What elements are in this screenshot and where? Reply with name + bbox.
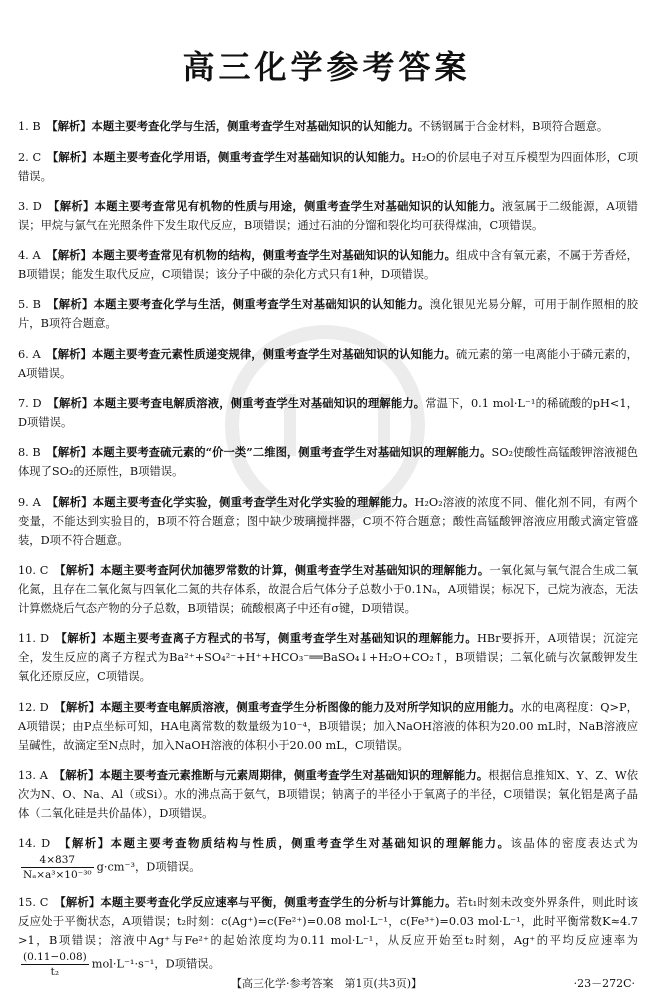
answer-number: 4. A — [18, 249, 41, 263]
answer-number: 1. B — [18, 120, 41, 134]
answer-number: 10. C — [18, 563, 49, 577]
answer-heading: 【解析】本题主要考查化学实验，侧重考查学生对化学实验的理解能力。 — [52, 494, 415, 509]
answer-text: 不锈钢属于合金材料，B项符合题意。 — [419, 120, 609, 134]
answer-text: 该晶体的密度表达式为 — [510, 837, 638, 851]
answer-number: 13. A — [18, 768, 48, 782]
answer-item — [18, 629, 638, 686]
answer-heading: 【解析】本题主要考查物质结构与性质，侧重考查学生对基础知识的理解能力。 — [64, 836, 511, 851]
answer-number: 9. A — [18, 495, 41, 509]
answer-text: 根据信息推知X、Y、Z、W依次为N、O、Na、Al（或Si）。水的沸点高于氨气，B项错误；钠离子的半径小于氧离子的半径，C项错误；氧化铝是离子晶体（二氧化硅是共价晶体），D项错误。 — [18, 768, 638, 820]
answer-item — [18, 443, 638, 481]
answer-item — [18, 117, 638, 136]
answer-heading: 【解析】本题主要考查离子方程式的书写，侧重考查学生对基础知识的理解能力。 — [61, 631, 478, 646]
answer-number: 7. D — [18, 397, 42, 411]
answer-item — [18, 148, 638, 186]
answer-text: H₂O₂溶液的浓度不同、催化剂不同，有两个变量，不能达到实验目的，B项不符合题意；图中缺少玻璃搅拌器，C项不符合题意；酸性高锰酸钾溶液应用酸式滴定管盛装，D项不符合题意。 — [18, 495, 638, 547]
footer-page-info: 【高三化学·参考答案 第1页(共3页)】 — [230, 977, 423, 990]
answer-item — [18, 345, 638, 383]
answer-text: 一氧化氮与氧气混合生成二氧化氮，且存在二氧化氮与四氧化二氮的共存体系，故混合后气体分子总数小于0.1Nₐ，A项错误；标况下，己烷为液态，无法计算燃烧后气态产物的分子总数，B项错误；硫酸根离子中还有σ键，D项错误。 — [18, 563, 638, 615]
answer-number: 15. C — [18, 896, 49, 910]
answer-item — [18, 246, 638, 284]
answer-number: 3. D — [18, 199, 42, 213]
footer-code: ·23－272C· — [573, 977, 635, 990]
answer-heading: 【解析】本题主要考查电解质溶液，侧重考查学生对基础知识的理解能力。 — [53, 396, 426, 411]
answer-heading: 【解析】本题主要考查阿伏加德罗常数的计算，侧重考查学生对基础知识的理解能力。 — [59, 562, 490, 577]
density-fraction — [21, 853, 94, 882]
answer-item — [18, 493, 638, 550]
answer-text: 硫元素的第一电离能小于磷元素的，A项错误。 — [18, 347, 638, 380]
answer-number: 11. D — [18, 632, 50, 646]
answer-heading: 【解析】本题主要考查元素性质递变规律，侧重考查学生对基础知识的认知能力。 — [52, 346, 457, 361]
answer-text: SO₂使酸性高锰酸钾溶液褪色体现了SO₂的还原性，B项错误。 — [18, 446, 639, 479]
answer-text: 溴化银见光易分解，可用于制作照相的胶片，B项符合题意。 — [18, 298, 638, 331]
answer-heading: 【解析】本题主要考查常见有机物的性质与用途，侧重考查学生对基础知识的认知能力。 — [53, 198, 502, 213]
answer-item — [18, 561, 638, 618]
answer-heading: 【解析】本题主要考查化学与生活，侧重考查学生对基础知识的认知能力。 — [52, 297, 430, 312]
answer-text: 组成中含有氧元素，不属于芳香烃，B项错误；能发生取代反应，C项错误；该分子中碳的杂化方式只有1种，D项错误。 — [18, 249, 638, 282]
answer-text: HBr要拆开，A项错误；沉淀完全，发生反应的离子方程式为Ba²⁺+SO₄²⁻+H⁺+HCO₃⁻══BaSO₄↓+H₂O+CO₂↑，B项错误；二氧化硫与次氯酸钾发生氧化还原反应，C项错误。 — [18, 632, 638, 684]
page-title: 高三化学参考答案 — [182, 48, 471, 86]
answer-number: 2. C — [18, 150, 42, 164]
answer-text: 常温下，0.1 mol·L⁻¹的稀硫酸的pH<1，D项错误。 — [18, 397, 638, 430]
fraction-numerator: (0.11−0.08) — [23, 951, 87, 964]
answer-text-tail: mol·L⁻¹·s⁻¹，D项错误。 — [91, 957, 220, 971]
answer-item — [18, 295, 638, 333]
answer-heading: 【解析】本题主要考查元素推断与元素周期律，侧重考查学生对基础知识的理解能力。 — [59, 767, 489, 782]
answer-heading: 【解析】本题主要考查化学反应速率与平衡，侧重考查学生的分析与计算能力。 — [60, 895, 457, 910]
answer-item — [18, 893, 638, 979]
answer-number: 14. D — [18, 837, 51, 851]
answer-heading: 【解析】本题主要考查电解质溶液，侧重考查学生分析图像的能力及对所学知识的应用能力。 — [60, 699, 521, 714]
answer-item — [18, 834, 638, 882]
answer-heading: 【解析】本题主要考查化学与生活，侧重考查学生对基础知识的认知能力。 — [51, 119, 420, 134]
fraction-denominator: t₂ — [50, 966, 60, 979]
answer-text: 液氢属于二级能源，A项错误；甲烷与氯气在光照条件下发生取代反应，B项错误；通过石油的分馏和裂化均可获得煤油，C项错误。 — [18, 199, 638, 232]
answer-text: H₂O的价层电子对互斥模型为四面体形，C项错误。 — [18, 150, 638, 183]
answer-heading: 【解析】本题主要考查硫元素的“价一类”二维图，侧重考查学生对基础知识的理解能力。 — [52, 445, 492, 460]
fraction-denominator: Nₐ×a³×10⁻³⁰ — [23, 869, 92, 882]
answer-text-tail: g·cm⁻³，D项错误。 — [96, 860, 201, 874]
answer-list — [18, 106, 638, 981]
answer-number: 12. D — [18, 700, 49, 714]
answer-heading: 【解析】本题主要考查化学用语，侧重考查学生对基础知识的认知能力。 — [52, 149, 412, 164]
answer-item — [18, 394, 638, 432]
answer-number: 8. B — [18, 446, 41, 460]
answer-text: 水的电离程度：Q>P，A项错误；由P点坐标可知，HA电离常数的数量级为10⁻⁴，B项错误；加入NaOH溶液的体积为20.00 mL时，NaB溶液应呈碱性，故滴定至N点时，加入NaOH溶液的体积小于20.00 mL，C项错误。 — [18, 700, 638, 752]
answer-item — [18, 698, 638, 755]
answer-item — [18, 766, 638, 823]
answer-number: 6. A — [18, 347, 41, 361]
fraction-numerator: 4×837 — [21, 853, 94, 868]
answer-number: 5. B — [18, 298, 41, 312]
answer-item — [18, 197, 638, 235]
answer-text: 若t₁时刻未改变外界条件，则此时该反应处于平衡状态，A项错误；t₂时刻：c(Ag⁺)=c(Fe²⁺)=0.08 mol·L⁻¹，c(Fe³⁺)=0.03 mol·L⁻¹，此时平衡常数K≈4.7>1，B项错误；溶液中Ag⁺与Fe²⁺的起始浓度均为0.11 mol·L⁻¹，从反应开始至t₂时刻，Ag⁺的平均反应速率为 — [18, 896, 638, 948]
answer-heading: 【解析】本题主要考查常见有机物的结构，侧重考查学生对基础知识的认知能力。 — [52, 248, 457, 263]
